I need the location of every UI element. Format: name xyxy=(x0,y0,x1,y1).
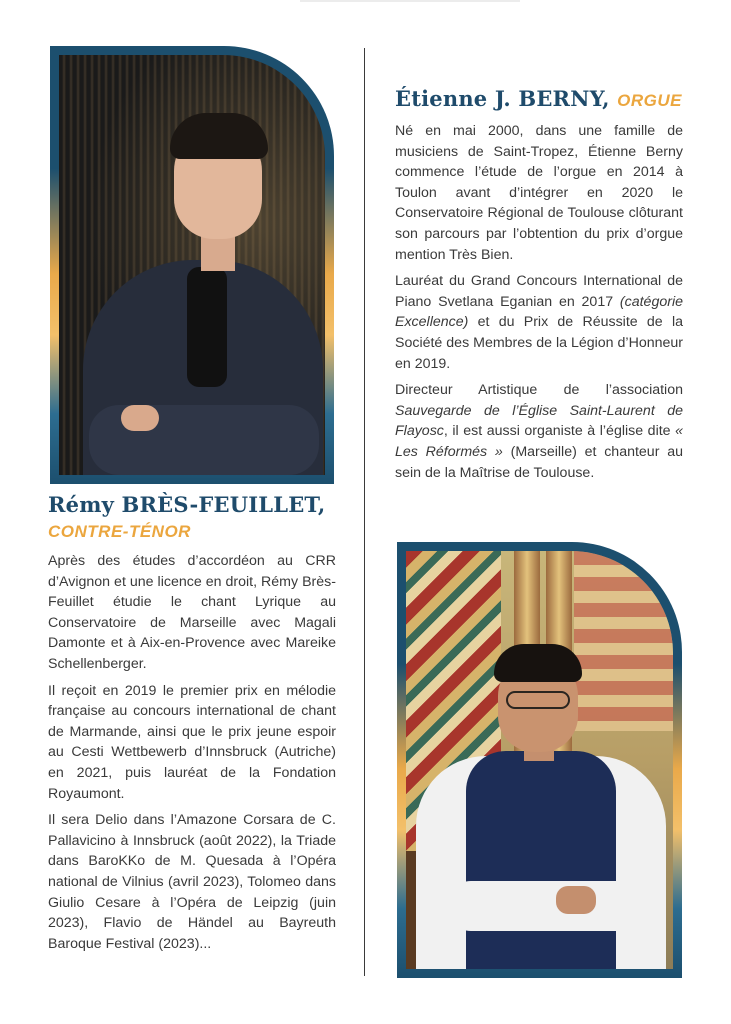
remy-bio-paragraph-1: Après des études d’accordéon au CRR d’Avignon et une licence en droit, Rémy Brès-Feuillet étudie le chant Lyrique au Conservatoire de Marseille avec Magali Damonte et à Aix-en-Provence avec Mareike Schellenberger. xyxy=(48,553,336,672)
etienne-heading xyxy=(395,86,682,111)
etienne-name: Étienne J. BERNY, xyxy=(395,86,610,111)
remy-bio xyxy=(48,551,336,960)
etienne-role: ORGUE xyxy=(617,91,682,110)
top-rule xyxy=(300,0,520,2)
etienne-bio-paragraph-2: Lauréat du Grand Concours International de Piano Svetlana Eganian en 2017 (catégorie Excellence) et du Prix de Réussite de la Société des Membres de la Légion d’Honneur en 2019. xyxy=(395,273,683,372)
column-divider xyxy=(364,48,365,976)
portrait-etienne xyxy=(406,551,673,969)
etienne-bio-paragraph-3: Directeur Artistique de l’association Sauvegarde de l’Église Saint-Laurent de Flayosc, il est aussi organiste à l’église dite « Les Réformés » (Marseille) et chanteur au sein de la Maîtrise de Toulouse. xyxy=(395,382,683,481)
portrait-frame-remy xyxy=(50,46,334,484)
remy-role: CONTRE-TÉNOR xyxy=(48,522,191,541)
portrait-frame-etienne xyxy=(397,542,682,978)
etienne-bio xyxy=(395,121,683,489)
remy-bio-paragraph-2: Il reçoit en 2019 le premier prix en mélodie française au concours international de chant de Marmande, ainsi que le prix jeune espoir au Cesti Wettbewerb d’Innsbruck (Autriche) en 2021, puis lauréat de la Fondation Royaumont. xyxy=(48,682,336,802)
portrait-remy xyxy=(59,55,325,475)
remy-name: Rémy BRÈS-FEUILLET, xyxy=(48,492,326,517)
etienne-bio-paragraph-1: Né en mai 2000, dans une famille de musiciens de Saint-Tropez, Étienne Berny commence l’étude de l’orgue en 2014 à Toulon avant d’intégrer en 2020 le Conservatoire Régional de Toulouse clôturant son parcours par l’obtention du prix d’orgue mention Très Bien. xyxy=(395,123,683,263)
remy-bio-paragraph-3: Il sera Delio dans l’Amazone Corsara de C. Pallavicino à Innsbruck (août 2022), la Triade dans BaroKKo de M. Quesada à l’Opéra national de Vilnius (avril 2023), Tolomeo dans Giulio Cesare à l’Opéra de Leipzig (juin 2023), Flavio de Händel au Bayreuth Baroque Festival (2023)... xyxy=(48,812,336,952)
